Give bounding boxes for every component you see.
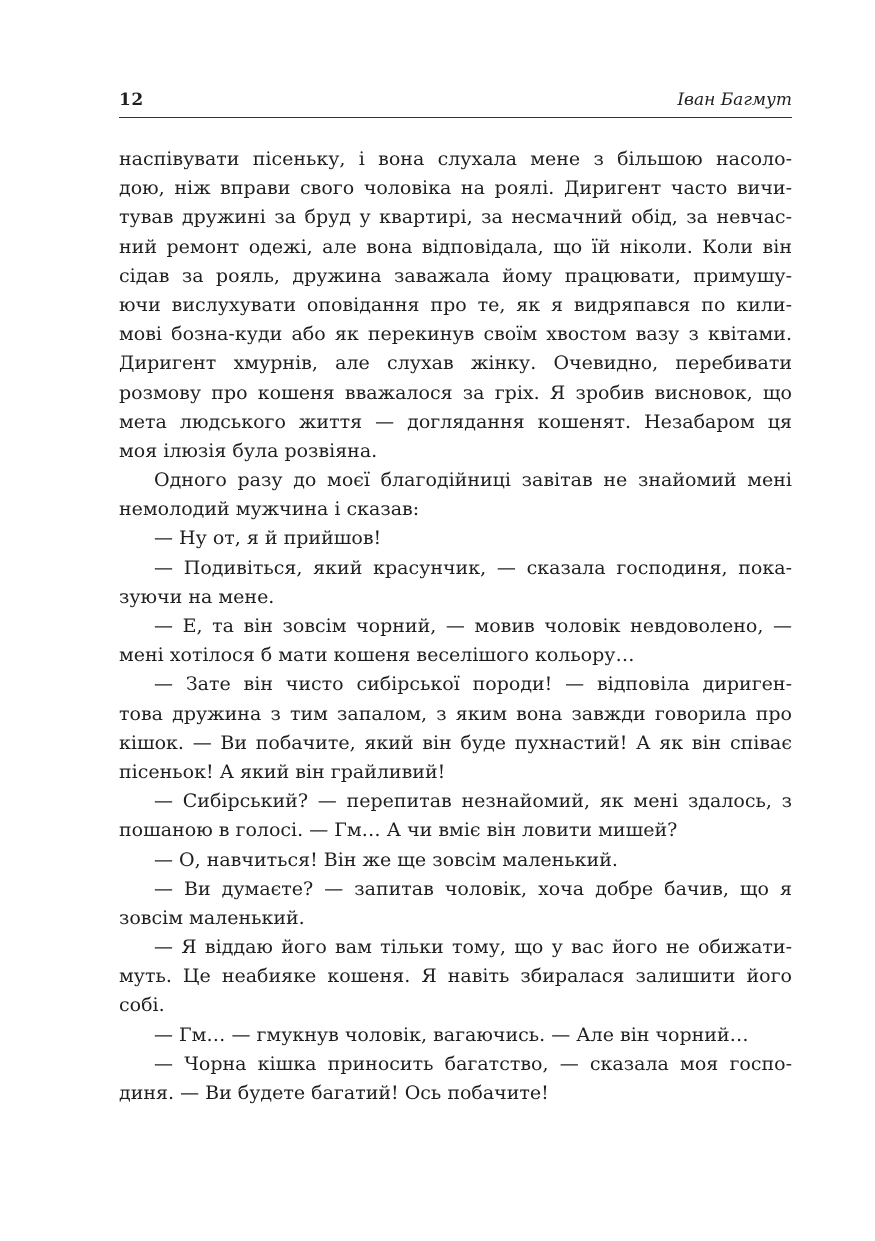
text-line: ючи вислухувати оповідання про те, як я видряпався по кили- — [119, 293, 792, 316]
running-header — [119, 88, 792, 118]
text-line: кішок. — Ви побачите, який він буде пухнастий! А як він співає — [119, 731, 792, 754]
text-line: собі. — [119, 994, 165, 1017]
book-page — [119, 88, 792, 1104]
text-line: ний ремонт одежі, але вона відповідала, що їй ніколи. Коли він — [119, 235, 792, 258]
text-line: — Зате він чисто сибірської породи! — відповіла дириген- — [154, 673, 792, 696]
text-line: — Подивіться, який красунчик, — сказала господиня, пока- — [154, 556, 792, 579]
text-line: — О, навчиться! Він же ще зовсім маленький. — [154, 848, 618, 871]
text-line: — Чорна кішка приносить багатство, — сказала моя госпо- — [154, 1052, 792, 1075]
text-line: моя ілюзія була розвіяна. — [119, 439, 378, 462]
text-line: муть. Це неабияке кошеня. Я навіть збиралася залишити його — [119, 965, 792, 988]
body-text — [119, 145, 792, 1108]
text-line: това дружина з тим запалом, з яким вона завжди говорила про — [119, 702, 792, 725]
text-line: зовсім маленький. — [119, 906, 305, 929]
text-line: тував дружині за бруд у квартирі, за несмачний обід, за невчас- — [119, 206, 792, 229]
text-line: пісеньок! А який він грайливий! — [119, 760, 446, 783]
text-line: розмову про кошеня вважалося за гріх. Я зробив висновок, що — [119, 381, 792, 404]
text-line: Одного разу до моєї благодійниці завітав не знайомий мені — [154, 469, 792, 492]
text-line: мові бозна-куди або як перекинув своїм хвостом вазу з квітами. — [119, 323, 792, 346]
text-line: зуючи на мене. — [119, 585, 275, 608]
text-line: — Я віддаю його вам тільки тому, що у вас його не обижати- — [154, 936, 792, 959]
text-line: дою, ніж вправи свого чоловіка на роялі. Диригент часто вичи- — [119, 177, 792, 200]
text-line: — Гм… — гмукнув чоловік, вагаючись. — Але він чорний… — [154, 1023, 749, 1046]
text-line: — Е, та він зовсім чорний, — мовив чоловік невдоволено, — — [154, 615, 792, 637]
text-line: — Ну от, я й прийшов! — [154, 527, 382, 550]
running-head-author: Іван Багмут — [677, 90, 792, 110]
text-line: диня. — Ви будете багатий! Ось побачите! — [119, 1082, 549, 1104]
text-line: пошаною в голосі. — Гм… А чи вміє він ловити мишей? — [119, 819, 678, 842]
page-number: 12 — [119, 90, 144, 110]
text-line: сідав за рояль, дружина заважала йому працювати, примушу- — [119, 264, 792, 287]
text-line: мета людського життя — доглядання кошенят. Незабаром ця — [119, 410, 792, 433]
text-line: — Ви думаєте? — запитав чоловік, хоча добре бачив, що я — [154, 877, 792, 900]
text-line: — Сибірський? — перепитав незнайомий, як мені здалось, з — [154, 790, 792, 813]
text-line: Диригент хмурнів, але слухав жінку. Очевидно, перебивати — [119, 352, 792, 375]
text-line: мені хотілося б мати кошеня веселішого кольору… — [119, 644, 635, 667]
text-line: наспівувати пісеньку, і вона слухала мене з більшою насоло- — [119, 148, 792, 170]
text-line: немолодий мужчина і сказав: — [119, 498, 420, 521]
